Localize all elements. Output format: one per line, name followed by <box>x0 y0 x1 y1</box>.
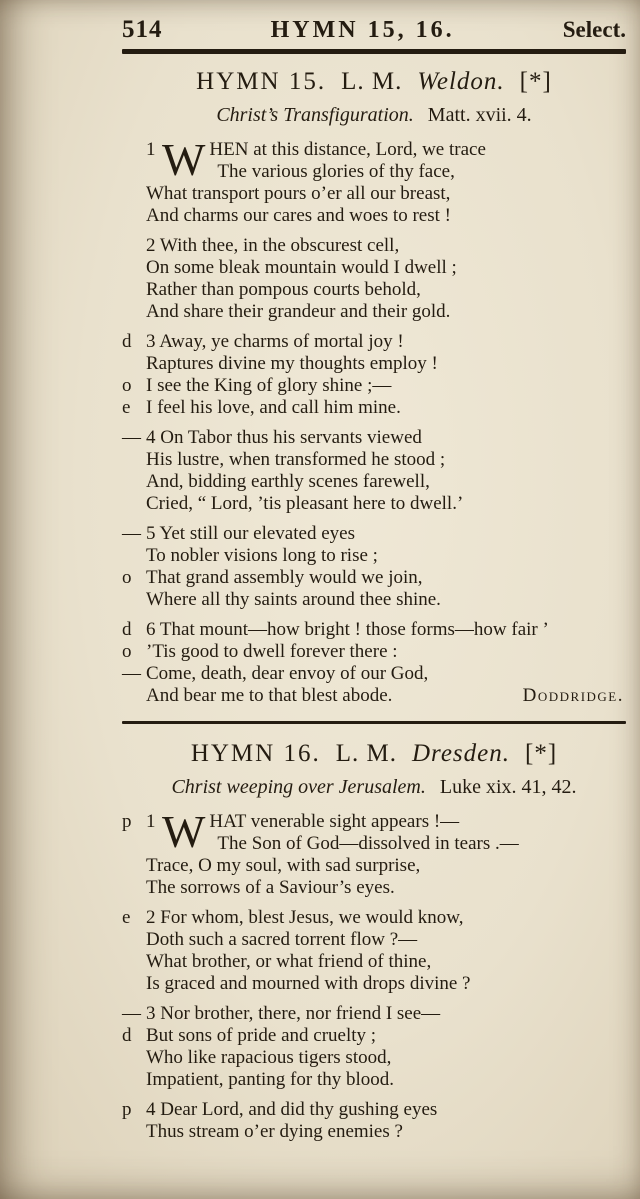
verse-line <box>122 1025 626 1047</box>
verse-line <box>122 353 626 375</box>
stanza <box>122 235 626 323</box>
stanza <box>122 619 626 707</box>
verse-line <box>122 973 626 995</box>
line-text: ’Tis good to dwell forever there : <box>146 641 398 662</box>
hymn-15-section <box>122 68 626 707</box>
verse-number: 1 <box>146 811 156 832</box>
tune-mark: [*] <box>519 68 552 95</box>
subtitle-text: Christ’s Transfiguration. <box>216 104 414 126</box>
verse-line <box>122 134 626 185</box>
section-label: Select. <box>562 17 626 42</box>
page-header <box>122 16 626 44</box>
verse-line <box>122 641 626 663</box>
verse-line <box>122 471 626 493</box>
line-text: Cried, “ Lord, ’tis pleasant here to dwell.’ <box>146 493 464 514</box>
hymn-stanzas <box>122 134 626 707</box>
line-text: On some bleak mountain would I dwell ; <box>146 257 457 278</box>
subtitle-text: Christ weeping over Jerusalem. <box>171 776 426 798</box>
line-text: Rather than pompous courts behold, <box>146 279 421 300</box>
line-text: And share their grandeur and their gold. <box>146 301 451 322</box>
expression-marker: p <box>122 1099 132 1120</box>
line-text: And charms our cares and woes to rest ! <box>146 205 451 226</box>
line-text: And, bidding earthly scenes farewell, <box>146 471 430 492</box>
verse-line <box>122 301 626 323</box>
verse-line <box>122 235 626 257</box>
header-rule <box>122 49 626 54</box>
verse-line <box>122 257 626 279</box>
hymn-number-label: HYMN 16. <box>190 740 321 767</box>
line-text: 3 Away, ye charms of mortal joy ! <box>146 331 404 352</box>
line-text: And bear me to that blest abode. <box>146 685 393 706</box>
line-text: HAT venerable sight appears !— <box>209 811 460 832</box>
verse-line <box>122 279 626 301</box>
tune-mark: [*] <box>525 740 558 767</box>
line-text: Impatient, panting for thy blood. <box>146 1069 395 1090</box>
verse-line <box>122 951 626 973</box>
stanza <box>122 427 626 515</box>
verse-line <box>122 375 626 397</box>
line-text: 2 For whom, blest Jesus, we would know, <box>146 907 464 928</box>
line-text: But sons of pride and cruelty ; <box>146 1025 377 1046</box>
stanza <box>122 806 626 899</box>
verse-line <box>122 397 626 419</box>
line-text: 2 With thee, in the obscurest cell, <box>146 235 400 256</box>
line-text: The sorrows of a Saviour’s eyes. <box>146 877 395 898</box>
expression-marker: — <box>122 427 141 448</box>
verse-line <box>122 331 626 353</box>
hymn-heading <box>122 740 626 768</box>
verse-line <box>122 523 626 545</box>
verse-line <box>122 589 626 611</box>
line-text: What transport pours o’er all our breast, <box>146 183 451 204</box>
drop-cap-initial: W <box>162 806 205 857</box>
stanza <box>122 907 626 995</box>
line-text: Doth such a sacred torrent flow ?— <box>146 929 418 950</box>
page-number: 514 <box>122 16 163 43</box>
drop-cap-initial: W <box>162 134 205 185</box>
line-text: 5 Yet still our elevated eyes <box>146 523 355 544</box>
tune-name: Weldon. <box>417 68 505 95</box>
line-text: Thus stream o’er dying enemies ? <box>146 1121 403 1142</box>
hymn-subtitle <box>122 104 626 127</box>
expression-marker: o <box>122 567 132 588</box>
hymn-subtitle <box>122 776 626 799</box>
drop-cap-lines <box>209 139 485 183</box>
verse-line <box>122 929 626 951</box>
expression-marker: — <box>122 663 141 684</box>
verse-line <box>122 545 626 567</box>
stanza <box>122 1003 626 1091</box>
verse-line <box>122 449 626 471</box>
hymn-meter: L. M. <box>335 740 397 767</box>
verse-line <box>122 493 626 515</box>
hymn-16-section <box>122 740 626 1143</box>
verse-line <box>122 427 626 449</box>
stanza <box>122 523 626 611</box>
expression-marker: — <box>122 1003 141 1024</box>
tune-name: Dresden. <box>411 740 511 767</box>
line-text: Trace, O my soul, with sad surprise, <box>146 855 421 876</box>
expression-marker: — <box>122 523 141 544</box>
line-text: To nobler visions long to rise ; <box>146 545 378 566</box>
line-text: His lustre, when transformed he stood ; <box>146 449 446 470</box>
expression-marker: p <box>122 811 132 832</box>
line-text: Is graced and mourned with drops divine ? <box>146 973 471 994</box>
verse-line <box>122 1047 626 1069</box>
expression-marker: e <box>122 397 131 418</box>
expression-marker: o <box>122 641 132 662</box>
line-text: 4 On Tabor thus his servants viewed <box>146 427 422 448</box>
stanza <box>122 331 626 419</box>
line-text: The Son of God—dissolved in tears .— <box>217 833 519 854</box>
line-text: I see the King of glory shine ;— <box>146 375 392 396</box>
author-attribution: Doddridge. <box>522 685 624 706</box>
line-text: 3 Nor brother, there, nor friend I see— <box>146 1003 441 1024</box>
hymn-number-label: HYMN 15. <box>196 68 327 95</box>
hymn-divider <box>122 721 626 724</box>
hymn-meter: L. M. <box>341 68 403 95</box>
line-text: HEN at this distance, Lord, we trace <box>209 139 486 160</box>
line-text: That grand assembly would we join, <box>146 567 423 588</box>
verse-line <box>122 1003 626 1025</box>
stanza <box>122 134 626 227</box>
verse-line <box>122 1069 626 1091</box>
verse-line <box>122 907 626 929</box>
line-text: Who like rapacious tigers stood, <box>146 1047 392 1068</box>
verse-line <box>122 663 626 685</box>
stanza <box>122 1099 626 1143</box>
running-title: HYMN 15, 16. <box>270 17 455 43</box>
expression-marker: o <box>122 375 132 396</box>
verse-line <box>122 806 626 857</box>
hymn-heading <box>122 68 626 96</box>
verse-line <box>122 685 626 707</box>
line-text: I feel his love, and call him mine. <box>146 397 401 418</box>
expression-marker: d <box>122 619 132 640</box>
verse-line <box>122 1099 626 1121</box>
line-text: Raptures divine my thoughts employ ! <box>146 353 438 374</box>
verse-line <box>122 183 626 205</box>
expression-marker: d <box>122 1025 132 1046</box>
verse-line <box>122 619 626 641</box>
hymn-stanzas <box>122 806 626 1143</box>
verse-line <box>122 877 626 899</box>
verse-line <box>122 855 626 877</box>
verse-line <box>122 1121 626 1143</box>
verse-line <box>122 567 626 589</box>
expression-marker: d <box>122 331 132 352</box>
line-text: Come, death, dear envoy of our God, <box>146 663 429 684</box>
line-text: The various glories of thy face, <box>217 161 455 182</box>
scripture-reference: Matt. xvii. 4. <box>427 104 532 126</box>
verse-line <box>122 205 626 227</box>
verse-number: 1 <box>146 139 156 160</box>
line-text: What brother, or what friend of thine, <box>146 951 432 972</box>
scripture-reference: Luke xix. 41, 42. <box>439 776 577 798</box>
line-text: Where all thy saints around thee shine. <box>146 589 441 610</box>
drop-cap-lines <box>209 811 518 855</box>
line-text: 4 Dear Lord, and did thy gushing eyes <box>146 1099 438 1120</box>
line-text: 6 That mount—how bright ! those forms—how fair ’ <box>146 619 549 640</box>
expression-marker: e <box>122 907 131 928</box>
